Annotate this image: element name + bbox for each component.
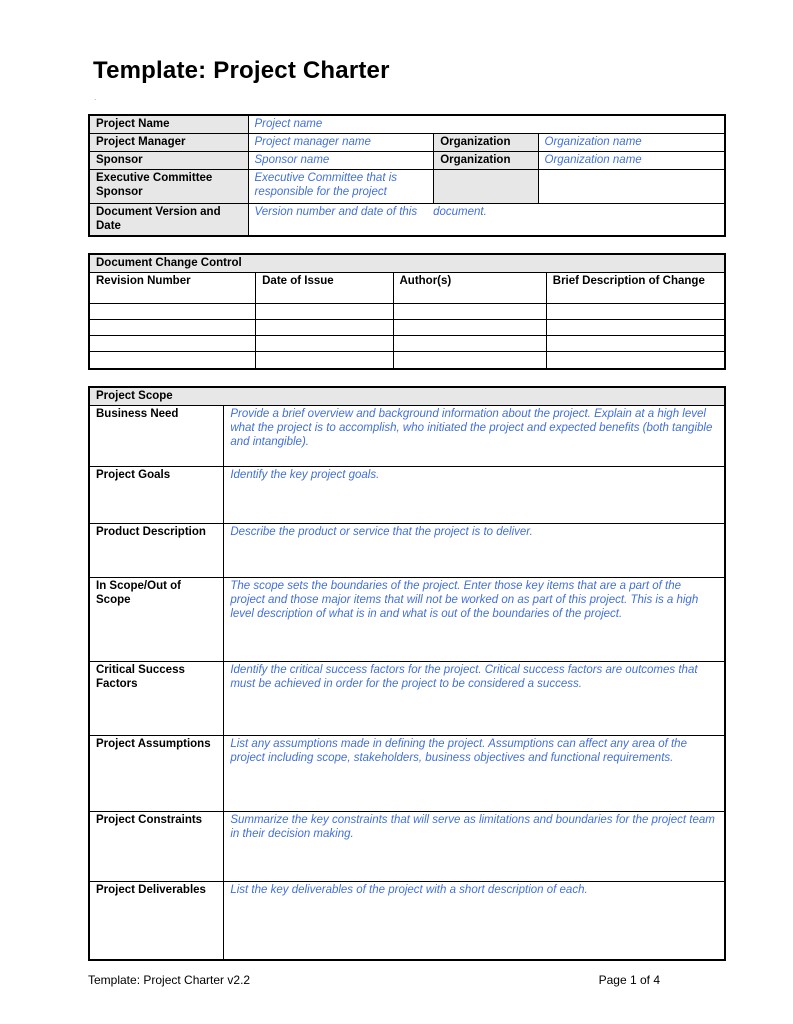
- project-goals: Project Goals: [89, 467, 224, 524]
- project-scope-table-host: [88, 386, 726, 961]
- document-change-control: Document Change Control: [89, 254, 725, 273]
- empty-fill-in-cell[interactable]: [546, 352, 725, 369]
- project-manager-value[interactable]: Project manager name: [248, 134, 434, 152]
- empty-fill-in-cell[interactable]: [393, 336, 546, 352]
- empty-fill-in-cell[interactable]: [89, 320, 256, 336]
- business-need-value[interactable]: Provide a brief overview and background information about the project. Explain at a high level what the project is to accomplish, who initiated the project and expected benefits (both tangible and intangible).: [224, 406, 725, 467]
- document-change-control-table: [88, 253, 726, 370]
- empty-fill-in-cell[interactable]: [256, 320, 393, 336]
- document-version-and-date-value[interactable]: Version number and date of this document.: [248, 204, 725, 237]
- project-scope-table: [88, 386, 726, 961]
- project-scope-table-row: [89, 812, 725, 882]
- document-change-control-table-host: [88, 253, 726, 370]
- brief-description-of-change: Brief Description of Change: [546, 273, 725, 304]
- project-scope-table-row: [89, 406, 725, 467]
- page-footer: [88, 973, 726, 987]
- project-scope-table-row: [89, 736, 725, 812]
- empty-fill-in-cell[interactable]: [256, 336, 393, 352]
- project-constraints: Project Constraints: [89, 812, 224, 882]
- empty-fill-in-cell[interactable]: [256, 304, 393, 320]
- document-change-control-table-row: [89, 320, 725, 336]
- empty-fill-in-cell[interactable]: [393, 352, 546, 369]
- document-change-control-table-row: [89, 304, 725, 320]
- project-info-table-host: [88, 114, 726, 237]
- project-deliverables: Project Deliverables: [89, 882, 224, 960]
- sponsor: Sponsor: [89, 152, 248, 170]
- shaded-empty-cell: [434, 170, 538, 204]
- executive-committee-sponsor-value[interactable]: Executive Committee that is responsible for the project: [248, 170, 434, 204]
- project-scope-table-row: [89, 662, 725, 736]
- empty-fill-in-cell[interactable]: [89, 352, 256, 369]
- project-assumptions-value[interactable]: List any assumptions made in defining the project. Assumptions can affect any area of the project including scope, stakeholders, business objectives and functional requirements.: [224, 736, 725, 812]
- empty-fill-in-cell[interactable]: [89, 336, 256, 352]
- footer-page-number: Page 1 of 4: [598, 972, 660, 987]
- project-info-table: [88, 114, 726, 237]
- project-goals-value[interactable]: Identify the key project goals.: [224, 467, 725, 524]
- product-description: Product Description: [89, 524, 224, 578]
- in-scope-out-of-scope: In Scope/Out of Scope: [89, 578, 224, 662]
- project-manager-value[interactable]: Organization name: [538, 134, 725, 152]
- project-info-table-row: [89, 115, 725, 134]
- document-change-control-table-row: [89, 254, 725, 273]
- project-scope-table-row: [89, 524, 725, 578]
- project-name: Project Name: [89, 115, 248, 134]
- date-of-issue: Date of Issue: [256, 273, 393, 304]
- empty-fill-in-cell[interactable]: [393, 304, 546, 320]
- project-info-table-row: [89, 170, 725, 204]
- empty-fill-in-cell[interactable]: [546, 336, 725, 352]
- empty-fill-in-cell[interactable]: [546, 304, 725, 320]
- document-change-control-table-row: [89, 336, 725, 352]
- organization: Organization: [434, 152, 538, 170]
- empty-fill-in-cell[interactable]: [546, 320, 725, 336]
- executive-committee-sponsor: Executive Committee Sponsor: [89, 170, 248, 204]
- document-change-control-table-row: [89, 273, 725, 304]
- product-description-value[interactable]: Describe the product or service that the project is to deliver.: [224, 524, 725, 578]
- project-info-table-row: [89, 134, 725, 152]
- project-scope-table-row: [89, 467, 725, 524]
- in-scope-out-of-scope-value[interactable]: The scope sets the boundaries of the project. Enter those key items that are a part of the project and those major items that will not be worked on as part of this project. This is a high level description of what is in and what is out of the boundaries of the project.: [224, 578, 725, 662]
- project-scope-table-row: [89, 882, 725, 960]
- empty-fill-in-cell[interactable]: [89, 304, 256, 320]
- project-info-table-row: [89, 204, 725, 237]
- author-s: Author(s): [393, 273, 546, 304]
- business-need: Business Need: [89, 406, 224, 467]
- organization: Organization: [434, 134, 538, 152]
- empty-fill-in-cell[interactable]: [256, 352, 393, 369]
- empty-fill-in-cell[interactable]: [538, 170, 725, 204]
- empty-fill-in-cell[interactable]: [393, 320, 546, 336]
- sponsor-value[interactable]: Organization name: [538, 152, 725, 170]
- project-name-value[interactable]: Project name: [248, 115, 725, 134]
- project-assumptions: Project Assumptions: [89, 736, 224, 812]
- project-scope-table-row: [89, 387, 725, 406]
- project-scope: Project Scope: [89, 387, 725, 406]
- sponsor-value[interactable]: Sponsor name: [248, 152, 434, 170]
- critical-success-factors-value[interactable]: Identify the critical success factors for the project. Critical success factors are outcomes that must be achieved in order for the project to be considered a success.: [224, 662, 725, 736]
- revision-number: Revision Number: [89, 273, 256, 304]
- project-constraints-value[interactable]: Summarize the key constraints that will serve as limitations and boundaries for the project team in their decision making.: [224, 812, 725, 882]
- document-version-and-date: Document Version and Date: [89, 204, 248, 237]
- document-change-control-table-row: [89, 352, 725, 369]
- project-info-table-row: [89, 152, 725, 170]
- critical-success-factors: Critical Success Factors: [89, 662, 224, 736]
- stray-period-mark: .: [94, 92, 97, 103]
- project-deliverables-value[interactable]: List the key deliverables of the project with a short description of each.: [224, 882, 725, 960]
- footer-doc-title: Template: Project Charter v2.2: [88, 972, 251, 987]
- project-scope-table-row: [89, 578, 725, 662]
- project-manager: Project Manager: [89, 134, 248, 152]
- page-title: Template: Project Charter: [93, 57, 390, 84]
